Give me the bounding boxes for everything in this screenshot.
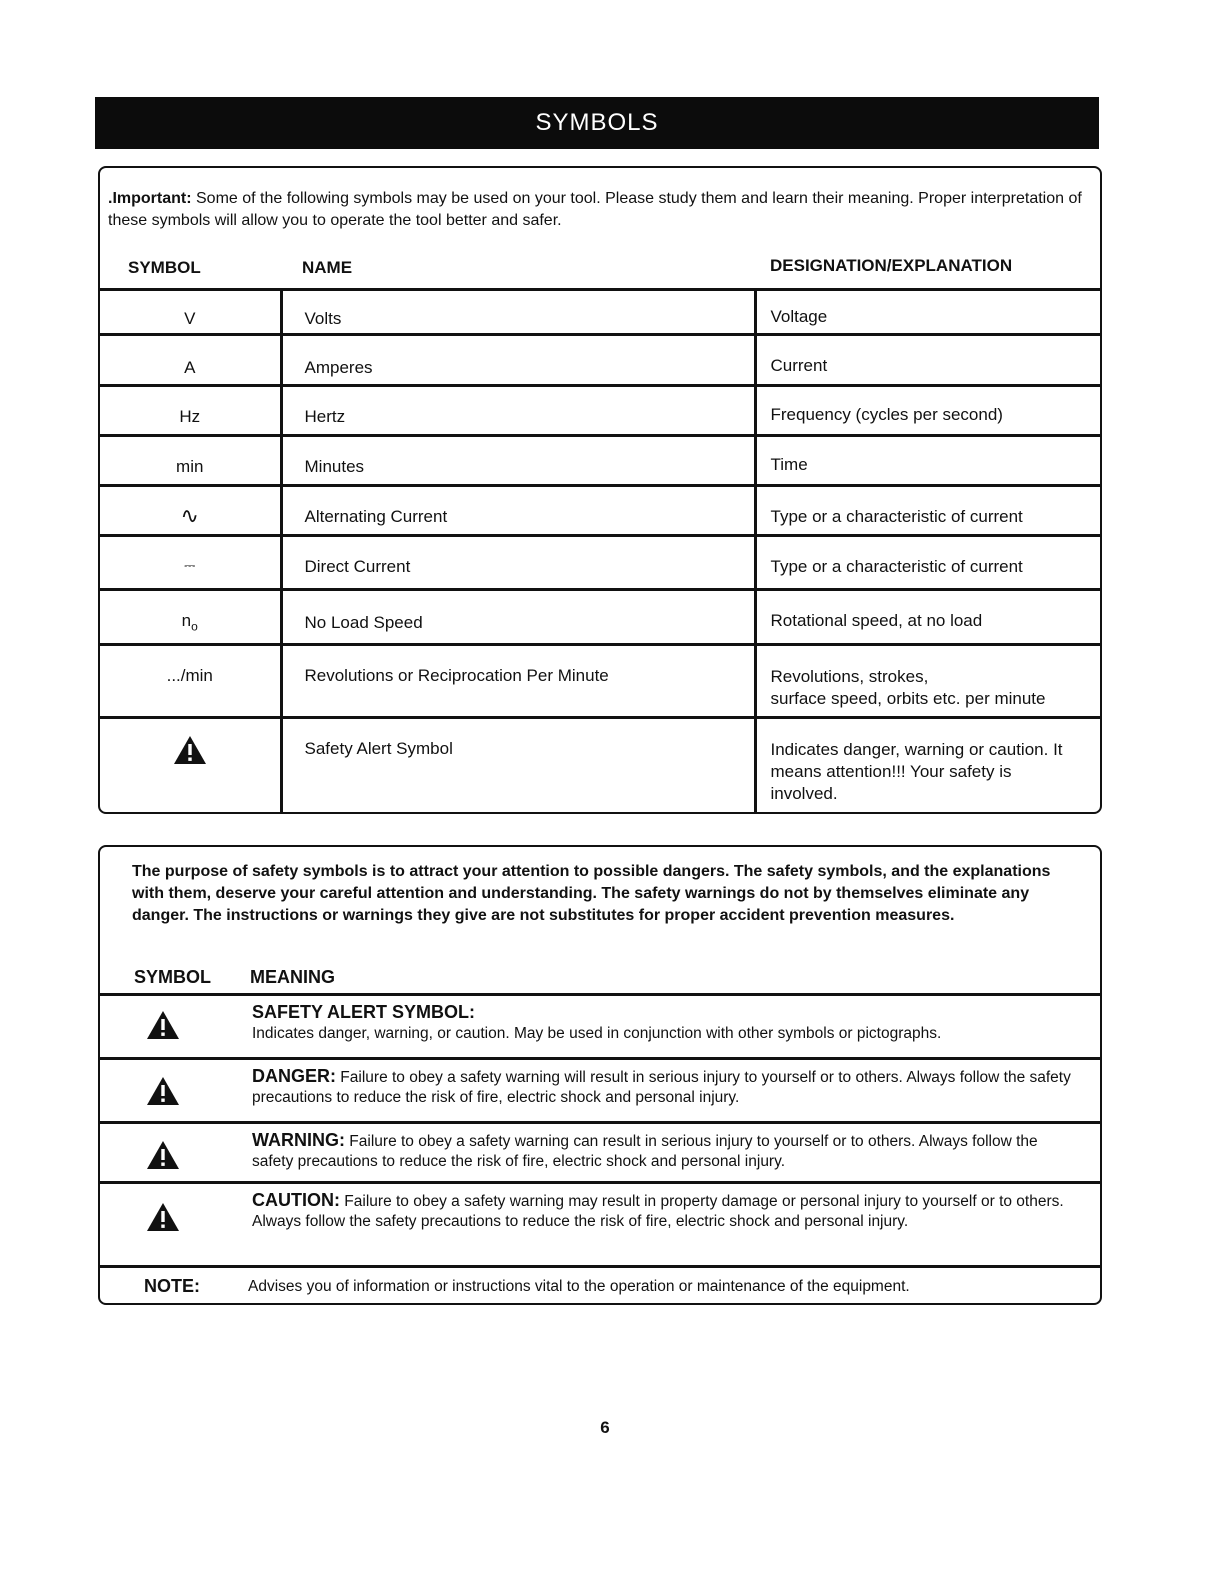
symbol-cell: .../min: [100, 645, 281, 718]
table-row: [100, 645, 1100, 718]
meaning-row-caution: [100, 1181, 1100, 1265]
meaning-description: Failure to obey a safety warning may result in property damage or personal injury to yourself or to others. Always follow the safety precautions to reduce the risk of fire, electric shock and personal injury.: [252, 1193, 1064, 1230]
meaning-header-symbol: SYMBOL: [134, 967, 212, 987]
symbol-cell: [100, 718, 281, 814]
no-load-speed-symbol: [100, 590, 281, 645]
meaning-description: Failure to obey a safety warning can result in serious injury to yourself or to others. Always follow the safety precautions to reduce the risk of fire, electric shock and personal injury.: [252, 1133, 1038, 1170]
meaning-label: CAUTION:: [252, 1190, 340, 1210]
symbols-box: [98, 166, 1102, 814]
symbols-table: [100, 288, 1100, 814]
meaning-text: [252, 1066, 1082, 1108]
section-title: SYMBOLS: [535, 109, 659, 136]
designation-line: surface speed, orbits etc. per minute: [770, 689, 1046, 708]
designation-cell: Voltage: [755, 290, 1100, 335]
page-number: 6: [600, 1418, 610, 1437]
name-cell: Direct Current: [281, 536, 755, 590]
meaning-row-warning: [100, 1121, 1100, 1181]
symbol-cell: Hz: [100, 386, 281, 436]
meaning-row-danger: [100, 1057, 1100, 1121]
table-row: [100, 486, 1100, 536]
table-row: [100, 718, 1100, 814]
meaning-description: Failure to obey a safety warning will result in serious injury to yourself or to others. Always follow the safety precautions to reduce the risk of fire, electric shock and personal injury.: [252, 1069, 1071, 1106]
caution-triangle-icon: [146, 1202, 180, 1232]
symbol-cell: A: [100, 335, 281, 386]
symbol-sub: o: [191, 619, 198, 634]
note-label: NOTE:: [144, 1276, 200, 1296]
table-row: [100, 386, 1100, 436]
header-designation: DESIGNATION/EXPLANATION: [770, 256, 1013, 275]
meaning-header-meaning: MEANING: [250, 967, 335, 987]
meaning-row-safety-alert: [100, 993, 1100, 1057]
name-cell: Alternating Current: [281, 486, 755, 536]
symbol-cell: V: [100, 290, 281, 335]
meaning-label: WARNING:: [252, 1130, 345, 1150]
safety-meaning-box: [98, 845, 1102, 1305]
table-row: [100, 290, 1100, 335]
intro-paragraph: [108, 188, 1093, 232]
name-cell: Minutes: [281, 436, 755, 486]
meaning-text: [252, 1002, 1082, 1044]
direct-current-icon: ⎓: [100, 536, 281, 590]
purpose-paragraph: The purpose of safety symbols is to attract your attention to possible dangers. The safety symbols, and the explanations with them, deserve your careful attention and understanding. The safety warnings do not by themselves eliminate any danger. The instructions or warnings they give are not substitutes for proper accident prevention measures.: [132, 863, 1051, 924]
intro-text: Some of the following symbols may be used on your tool. Please study them and learn their meaning. Proper interpretation of these symbols will allow you to operate the tool better and safer.: [108, 190, 1082, 229]
designation-cell: Rotational speed, at no load: [755, 590, 1100, 645]
table-row: [100, 436, 1100, 486]
name-cell: Amperes: [281, 335, 755, 386]
section-title-bar: [95, 97, 1099, 149]
danger-triangle-icon: [146, 1076, 180, 1106]
name-cell: No Load Speed: [281, 590, 755, 645]
designation-cell: [755, 645, 1100, 718]
meaning-text: [252, 1190, 1082, 1232]
header-name: NAME: [302, 258, 353, 277]
meaning-label: SAFETY ALERT SYMBOL:: [252, 1002, 476, 1022]
warning-triangle-icon: [146, 1140, 180, 1170]
meaning-row-note: [100, 1265, 1100, 1303]
designation-cell: Frequency (cycles per second): [755, 386, 1100, 436]
intro-lead: .Important:: [108, 190, 192, 207]
header-symbol: SYMBOL: [128, 258, 201, 277]
meaning-label: DANGER:: [252, 1066, 336, 1086]
designation-cell: Time: [755, 436, 1100, 486]
alternating-current-icon: ∿: [100, 486, 281, 536]
name-cell: Volts: [281, 290, 755, 335]
safety-alert-triangle-icon: [146, 1010, 180, 1040]
designation-cell: Type or a characteristic of current: [755, 536, 1100, 590]
table-row: [100, 536, 1100, 590]
symbol-cell: min: [100, 436, 281, 486]
note-text: Advises you of information or instructions vital to the operation or maintenance of the equipment.: [248, 1278, 910, 1295]
designation-cell: Indicates danger, warning or caution. It means attention!!! Your safety is involved.: [755, 718, 1100, 814]
meaning-text: [252, 1130, 1082, 1172]
symbol-n: n: [181, 611, 192, 630]
name-cell: Hertz: [281, 386, 755, 436]
table-row: [100, 335, 1100, 386]
name-cell: Revolutions or Reciprocation Per Minute: [281, 645, 755, 718]
meaning-description: Indicates danger, warning, or caution. May be used in conjunction with other symbols or pictographs.: [252, 1025, 942, 1042]
designation-cell: Current: [755, 335, 1100, 386]
designation-line: Revolutions, strokes,: [770, 667, 929, 686]
safety-alert-triangle-icon: [173, 735, 207, 765]
designation-cell: Type or a characteristic of current: [755, 486, 1100, 536]
table-row: [100, 590, 1100, 645]
name-cell: Safety Alert Symbol: [281, 718, 755, 814]
